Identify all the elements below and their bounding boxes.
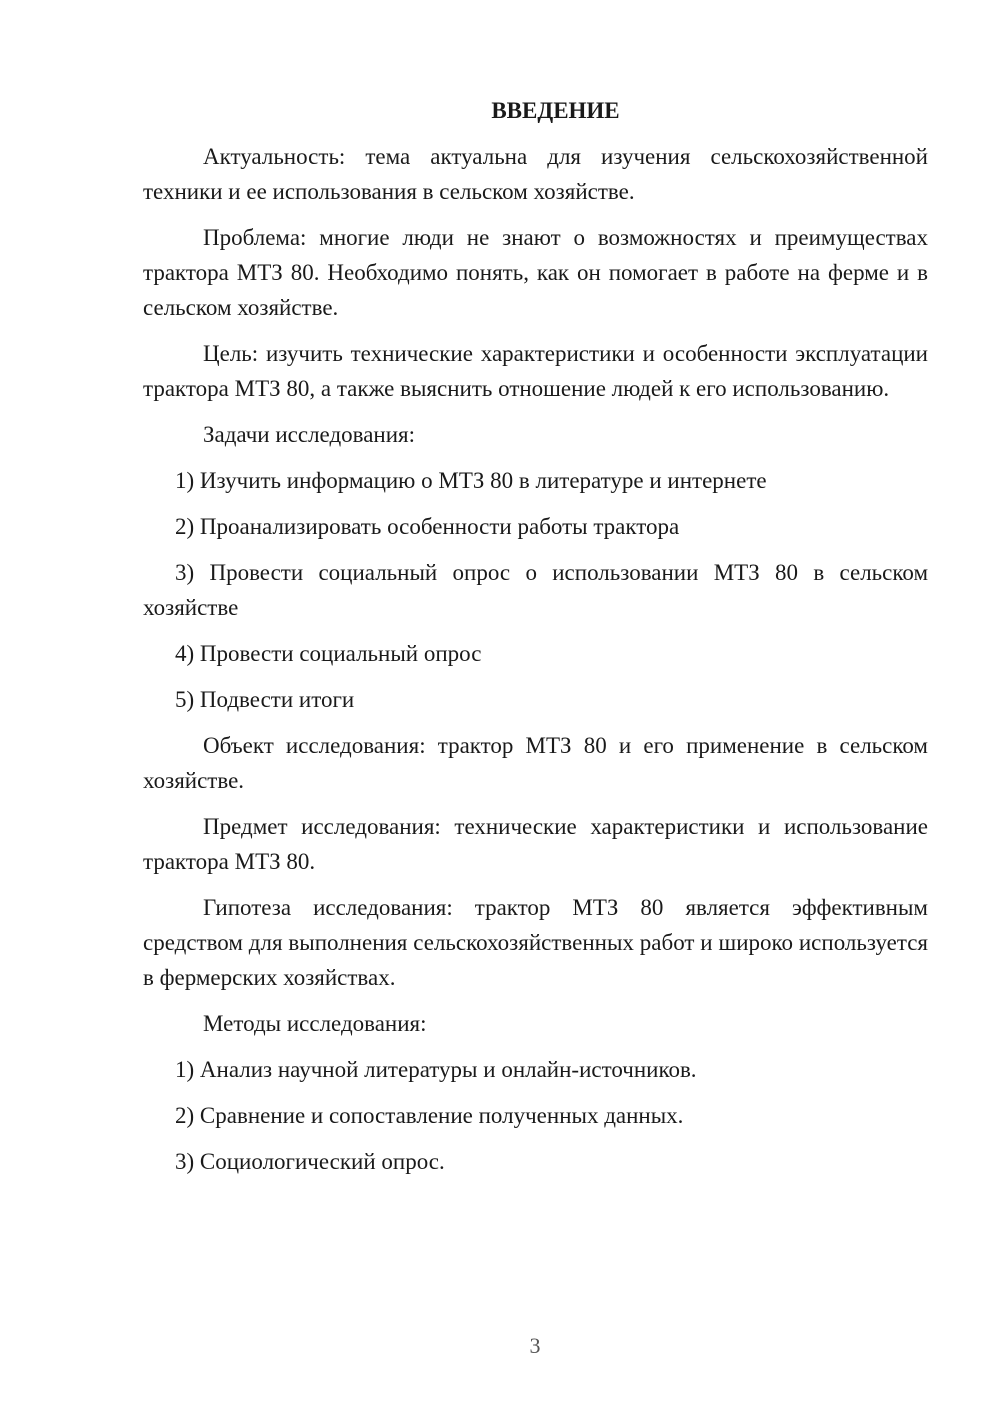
section-heading: ВВЕДЕНИЕ	[491, 98, 620, 123]
task-item: 5) Подвести итоги	[175, 687, 355, 712]
object-paragraph: Объект исследования: трактор МТЗ 80 и его применение в сельском хозяйстве.	[143, 733, 928, 793]
method-item: 1) Анализ научной литературы и онлайн-источников.	[175, 1057, 697, 1082]
method-item: 2) Сравнение и сопоставление полученных данных.	[175, 1103, 684, 1128]
subject-paragraph: Предмет исследования: технические характеристики и использование трактора МТЗ 80.	[143, 814, 928, 874]
hypothesis-paragraph: Гипотеза исследования: трактор МТЗ 80 является эффективным средством для выполнения сельскохозяйственных работ и широко используется в фермерских хозяйствах.	[143, 895, 928, 990]
task-item: 3) Провести социальный опрос о использовании МТЗ 80 в сельском хозяйстве	[143, 560, 928, 620]
goal-paragraph: Цель: изучить технические характеристики и особенности эксплуатации трактора МТЗ 80, а также выяснить отношение людей к его использованию.	[143, 341, 928, 401]
method-item: 3) Социологический опрос.	[175, 1149, 445, 1174]
methods-title: Методы исследования:	[203, 1011, 427, 1036]
task-item: 1) Изучить информацию о МТЗ 80 в литературе и интернете	[175, 468, 767, 493]
problem-paragraph: Проблема: многие люди не знают о возможностях и преимуществах трактора МТЗ 80. Необходимо понять, как он помогает в работе на ферме и в сельском хозяйстве.	[143, 225, 928, 320]
task-item: 4) Провести социальный опрос	[175, 641, 482, 666]
task-item: 2) Проанализировать особенности работы трактора	[175, 514, 680, 539]
page-number: 3	[529, 1333, 541, 1358]
tasks-title: Задачи исследования:	[203, 422, 416, 447]
page-content	[143, 93, 928, 1190]
relevance-paragraph: Актуальность: тема актуальна для изучения сельскохозяйственной техники и ее использования в сельском хозяйстве.	[143, 144, 928, 204]
